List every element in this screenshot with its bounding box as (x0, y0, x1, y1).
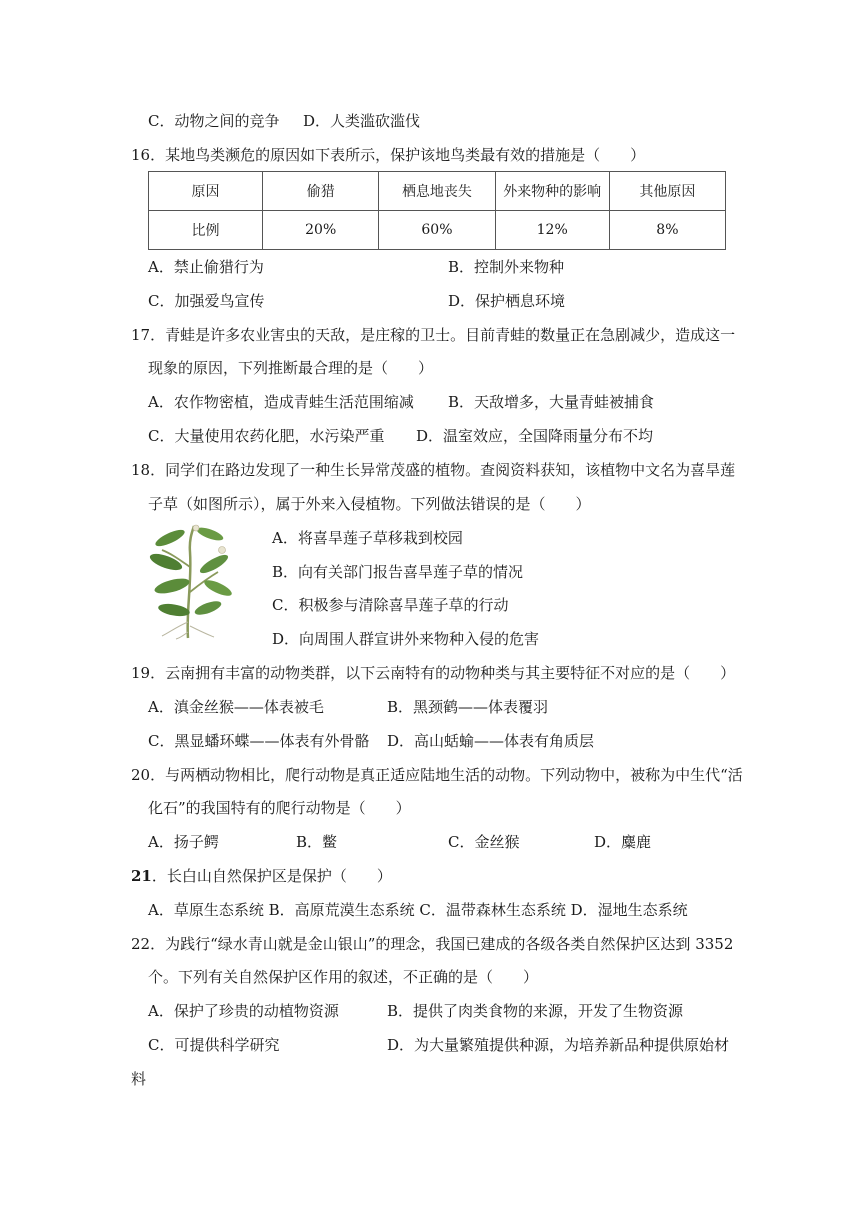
q17-option-d: D．温室效应，全国降雨量分布不均 (416, 427, 654, 445)
q20-option-a: A．扬子鳄 (148, 833, 219, 851)
q16-stem: 16．某地鸟类濒危的原因如下表所示，保护该地鸟类最有效的措施是（ ） (131, 146, 646, 164)
q20-option-c: C．金丝猴 (448, 833, 520, 851)
q22-stem-line1: 22．为践行“绿水青山就是金山银山”的理念，我国已建成的各级各类自然保护区达到 3352 (131, 935, 734, 953)
q19-option-c: C．黑显蟠环蝶——体表有外骨骼 (148, 732, 370, 750)
q18-option-c: C．积极参与清除喜旱莲子草的行动 (272, 596, 509, 614)
q15-option-d: D．人类滥砍滥伐 (303, 112, 421, 130)
q18-option-b: B．向有关部门报告喜旱莲子草的情况 (272, 563, 524, 581)
q19-option-a: A．滇金丝猴——体表被毛 (148, 698, 324, 716)
q17-option-b: B．天敌增多，大量青蛙被捕食 (448, 393, 655, 411)
table-cell: 20% (263, 211, 379, 250)
q17-stem-line2: 现象的原因，下列推断最合理的是（ ） (148, 359, 434, 377)
q16-reasons-table (148, 171, 726, 250)
q20-option-d: D．麋鹿 (594, 833, 652, 851)
q22-option-a: A．保护了珍贵的动植物资源 (148, 1002, 339, 1020)
table-cell: 其他原因 (609, 172, 725, 211)
q17-option-c: C．大量使用农药化肥，水污染严重 (148, 427, 385, 445)
table-header-row (149, 172, 726, 211)
q18-option-a: A．将喜旱莲子草移栽到校园 (272, 529, 463, 547)
q21-options: A．草原生态系统 B．高原荒漠生态系统 C．温带森林生态系统 D．湿地生态系统 (148, 901, 688, 919)
q22-stem-line2: 个。下列有关自然保护区作用的叙述，不正确的是（ ） (148, 968, 539, 986)
q15-option-c: C．动物之间的竞争 (148, 112, 280, 130)
q21-stem-text: ．长白山自然保护区是保护（ ） (151, 867, 392, 885)
q20-stem-line2: 化石”的我国特有的爬行动物是（ ） (148, 799, 411, 817)
q22-option-b: B．提供了肉类食物的来源，开发了生物资源 (387, 1002, 684, 1020)
table-cell: 偷猎 (263, 172, 379, 211)
q19-stem: 19．云南拥有丰富的动物类群，以下云南特有的动物种类与其主要特征不对应的是（ ） (131, 664, 736, 682)
q21-stem (131, 866, 392, 886)
q20-stem-line1: 20．与两栖动物相比，爬行动物是真正适应陆地生活的动物。下列动物中，被称为中生代“活 (131, 766, 743, 784)
q16-option-b: B．控制外来物种 (448, 258, 565, 276)
q18-stem-line2: 子草（如图所示），属于外来入侵植物。下列做法错误的是（ ） (148, 495, 591, 513)
q17-stem-line1: 17．青蛙是许多农业害虫的天敌，是庄稼的卫士。目前青蛙的数量正在急剧减少，造成这一 (131, 326, 736, 344)
q19-option-d: D．高山蛞蝓——体表有角质层 (387, 732, 595, 750)
table-cell: 12% (495, 211, 609, 250)
q19-option-b: B．黑颈鹤——体表覆羽 (387, 698, 549, 716)
plant-illustration (148, 522, 236, 640)
table-cell: 比例 (149, 211, 263, 250)
table-cell: 8% (609, 211, 725, 250)
q16-option-c: C．加强爱鸟宣传 (148, 292, 265, 310)
q18-stem-line1: 18．同学们在路边发现了一种生长异常茂盛的植物。查阅资料获知，该植物中文名为喜旱莲 (131, 461, 736, 479)
table-cell: 60% (379, 211, 495, 250)
q22-option-c: C．可提供科学研究 (148, 1036, 280, 1054)
table-cell: 原因 (149, 172, 263, 211)
q18-option-d: D．向周围人群宣讲外来物种入侵的危害 (272, 630, 540, 648)
q20-option-b: B．鳖 (296, 833, 338, 851)
q16-option-a: A．禁止偷猎行为 (148, 258, 264, 276)
q21-number: 21 (131, 867, 152, 885)
table-row (149, 211, 726, 250)
table-cell: 外来物种的影响 (495, 172, 609, 211)
q16-option-d: D．保护栖息环境 (448, 292, 566, 310)
q17-option-a: A．农作物密植，造成青蛙生活范围缩减 (148, 393, 414, 411)
table-cell: 栖息地丧失 (379, 172, 495, 211)
q22-option-d-continued: 料 (131, 1070, 147, 1088)
q22-option-d: D．为大量繁殖提供种源，为培养新品种提供原始材 (387, 1036, 730, 1054)
